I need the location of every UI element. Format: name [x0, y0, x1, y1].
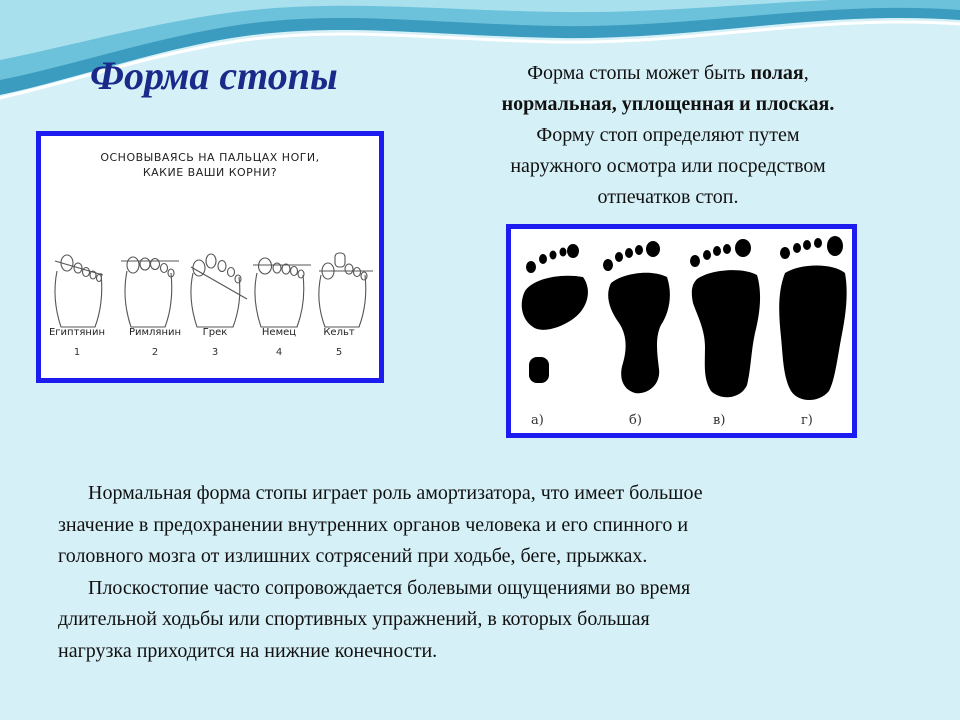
footprint-flattened-icon [690, 239, 760, 397]
toes-figure [36, 131, 384, 383]
foot-type-number: 2 [151, 347, 159, 358]
foot-celtic-icon [319, 253, 373, 327]
footprint-normal-icon [603, 241, 670, 393]
body-line: длительной ходьбы или спортивных упражнений, в которых большая [58, 608, 650, 630]
footprint-flat-icon [779, 236, 846, 400]
intro-text-part: Форма стопы может быть [527, 62, 751, 84]
footprints-drawing [511, 229, 852, 409]
body-text [58, 478, 878, 667]
foot-roman-icon [121, 257, 179, 327]
foot-type-number: 5 [335, 347, 343, 358]
body-line: Нормальная форма стопы играет роль амортизатора, что имеет большое [88, 482, 703, 504]
body-line: Плоскостопие часто сопровождается болевыми ощущениями во время [88, 576, 691, 599]
toes-question [41, 150, 379, 180]
foot-type-label: Римлянин [128, 327, 182, 338]
foot-type-label: Кельт [323, 327, 355, 338]
footprints-figure [506, 224, 857, 438]
foot-type-label: Немец [261, 327, 297, 338]
intro-text [418, 58, 918, 213]
body-line: значение в предохранении внутренних органов человека и его спинного и [58, 513, 689, 536]
intro-text-part: , [803, 62, 809, 84]
body-line: головного мозга от излишних сотрясений при ходьбе, беге, прыжках. [58, 545, 648, 567]
foot-type-label: Грек [202, 327, 228, 338]
foot-greek-icon [191, 254, 247, 327]
page-title: Форма стопы [90, 53, 338, 98]
toes-drawing [41, 231, 379, 411]
footprint-hollow-icon [522, 244, 588, 383]
footprint-label: а) [531, 413, 544, 428]
foot-type-number: 1 [73, 347, 81, 358]
foot-type-number: 4 [275, 347, 283, 358]
body-line: нагрузка приходится на нижние конечности. [58, 639, 438, 662]
toes-question-line: ОСНОВЫВАЯСЬ НА ПАЛЬЦАХ НОГИ, [100, 151, 320, 164]
foot-type-label: Египтянин [48, 327, 106, 338]
foot-german-icon [253, 258, 311, 327]
intro-bold-hollow: полая [750, 62, 804, 84]
footprint-label: б) [629, 413, 642, 428]
foot-type-number: 3 [211, 347, 219, 358]
intro-line: наружного осмотра или посредством [510, 155, 826, 177]
footprint-label: в) [713, 413, 726, 428]
toes-question-line: КАКИЕ ВАШИ КОРНИ? [142, 166, 278, 179]
intro-bold-types: нормальная, уплощенная и плоская. [501, 93, 835, 115]
intro-line: отпечатков стоп. [597, 186, 739, 208]
footprint-label: г) [801, 413, 813, 428]
foot-egyptian-icon [55, 255, 103, 327]
intro-line: Форму стоп определяют путем [536, 124, 800, 146]
